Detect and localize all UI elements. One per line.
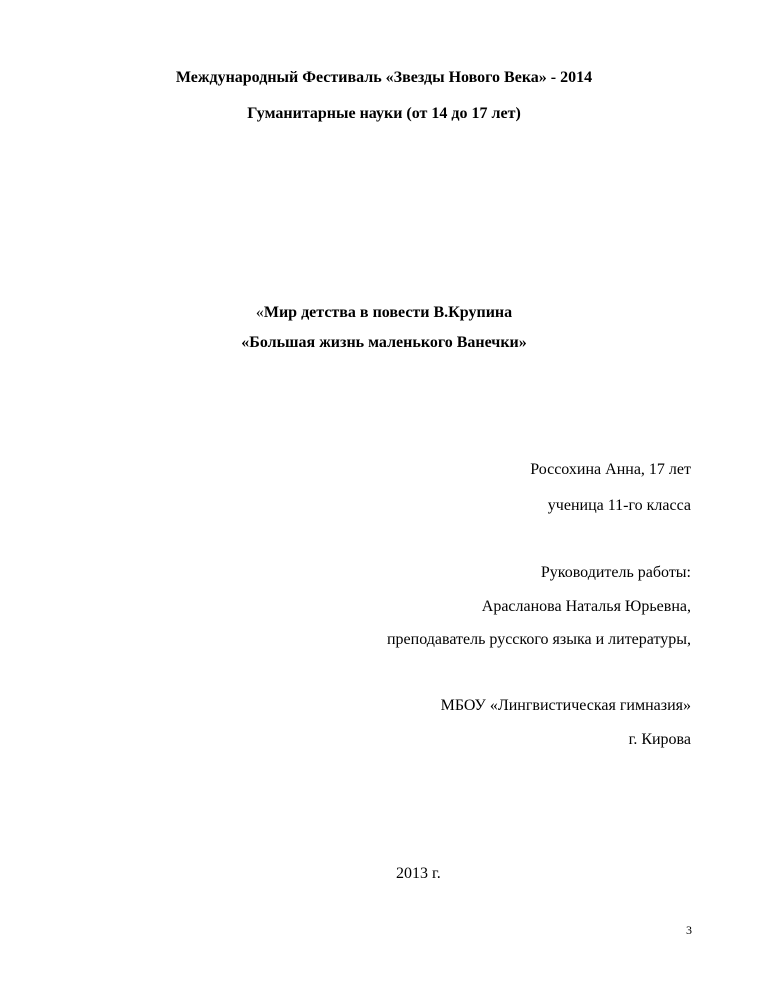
page-number: 3 bbox=[686, 923, 692, 937]
section-title: Гуманитарные науки (от 14 до 17 лет) bbox=[247, 105, 521, 122]
supervisor-name: Арасланова Наталья Юрьевна, bbox=[481, 598, 691, 615]
supervisor-label: Руководитель работы: bbox=[540, 564, 691, 581]
title-text: Мир детства в повести В.Крупина bbox=[263, 304, 513, 321]
year: 2013 г. bbox=[396, 865, 441, 882]
author-name-age: Россохина Анна, 17 лет bbox=[530, 461, 691, 478]
supervisor-position: преподаватель русского языка и литературы, bbox=[386, 631, 691, 648]
work-title-line-2: «Большая жизнь маленького Ванечки» bbox=[241, 334, 527, 351]
title-open-quote: « bbox=[255, 304, 264, 321]
author-grade: ученица 11-го класса bbox=[547, 497, 691, 514]
festival-title: Международный Фестиваль «Звезды Нового Века» - 2014 bbox=[175, 69, 593, 86]
work-title-line-1 bbox=[0, 303, 768, 323]
school-name: МБОУ «Лингвистическая гимназия» bbox=[440, 697, 691, 714]
school-city: г. Кирова bbox=[628, 731, 691, 748]
